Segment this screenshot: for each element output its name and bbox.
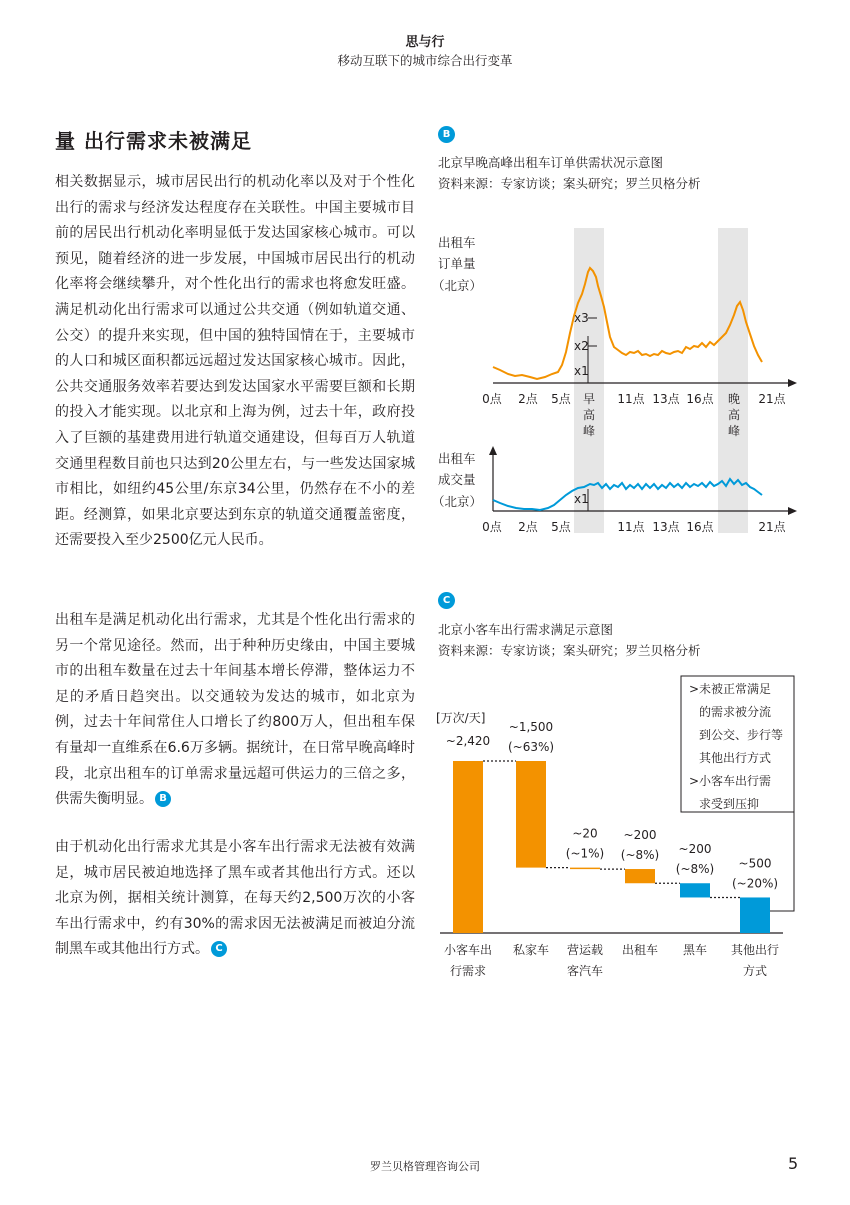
waterfall-value-label-3: ~200 <box>623 828 657 843</box>
waterfall-value-label-1: ~1,500 <box>508 720 554 734</box>
paragraph-1-text: 相关数据显示，城市居民出行的机动化率以及对于个性化出行的需求与经济发达程度存在关联性。中国主要城市目前的居民出行机动化率明显低于发达国家核心城市。可以预见，随着经济的进一步发展，中国城市居民出行的机动化率将会继续攀升，对个性化出行的需求也将愈发旺盛。满足机动化出行需求可以通过公共交通（例如轨道交通、公交）的提升来实现，但中国的独特国情在于，主要城市的人口和城区面积都远远超过发达国家核心城市。因此，公共交通服务效率若要达到发达国家水平需要巨额和长期的投入才能实现。以北京和上海为例，过去十年，政府投入了巨额的基建费用进行轨道交通建设，但每百万人轨道交通里程数目前也只达到20公里左右，与一些发达国家城市相比，如纽约45公里/东京34公里，仍然存在不小的差距。经测算，如果北京要达到东京的轨道交通覆盖密度，还需要投入至少2500亿元人民币。 <box>55 174 415 549</box>
bottom-ylabel-1: 出租车 <box>438 451 476 466</box>
top-ylabel-3: （北京） <box>432 278 483 293</box>
top-tick-13: 13点 <box>652 392 680 406</box>
waterfall-category-label-5-1: 方式 <box>742 964 768 978</box>
waterfall-category-label-4-0: 黑车 <box>682 943 708 957</box>
top-tick-0: 0点 <box>482 392 502 406</box>
top-tick-11: 11点 <box>617 392 645 406</box>
top-ylabel-1: 出租车 <box>438 235 476 250</box>
page-number: 5 <box>788 1154 799 1173</box>
waterfall-bar-2 <box>570 868 600 870</box>
header-subtitle: 移动互联下的城市综合出行变革 <box>337 53 513 68</box>
peak-evening-1: 晚 <box>727 392 741 406</box>
waterfall-category-label-0-1: 行需求 <box>449 964 487 978</box>
bottom-tick-21: 21点 <box>758 520 786 534</box>
figure-c-title: 北京小客车出行需求满足示意图 <box>438 622 614 637</box>
note-line-6: 求受到压抑 <box>699 797 760 811</box>
waterfall-bar-5 <box>740 897 770 933</box>
waterfall-value-label-2: ~20 <box>572 826 598 841</box>
waterfall-bar-3 <box>625 869 655 883</box>
multiplier-x2: x2 <box>574 339 589 353</box>
paragraph-3-text: 由于机动化出行需求尤其是小客车出行需求无法被有效满足，城市居民被迫地选择了黑车或者其他出行方式。还以北京为例，据相关统计测算，在每天约2,500万次的小客车出行需求中，约有30%的需求因无法被满足而被迫分流制黑车或其他出行方式。 <box>55 839 415 958</box>
waterfall-share-label-1: (~63%) <box>507 740 555 754</box>
waterfall-bar-1 <box>516 761 546 868</box>
paragraph-2-text: 出租车是满足机动化出行需求，尤其是个性化出行需求的另一个常见途径。然而，出于种种历史缘由，中国主要城市的出租车数量在过去十年间基本增长停滞，整体运力不足的矛盾日趋突出。以交通较为发达的城市，如北京为例，过去十年间常住人口增长了约800万人，但出租车保有量却一直维系在6.6万多辆。据统计，在日常早晚高峰时段，北京出租车的订单需求量远超可供运力的三倍之多，供需失衡明显。 <box>55 612 415 808</box>
figure-b-badge: B <box>438 126 455 143</box>
top-ylabel-2: 订单量 <box>438 256 476 271</box>
note-line-5: >小客车出行需 <box>689 774 772 788</box>
figure-b-title: 北京早晚高峰出租车订单供需状况示意图 <box>438 155 664 170</box>
bottom-tick-16: 16点 <box>686 520 714 534</box>
waterfall-value-label-5: ~500 <box>738 856 772 871</box>
peak-evening-2: 高 <box>727 408 741 422</box>
waterfall-bar-0 <box>453 761 483 933</box>
bottom-tick-5: 5点 <box>551 520 571 534</box>
peak-morning-1: 早 <box>582 392 596 406</box>
note-line-1: >未被正常满足 <box>689 682 772 696</box>
waterfall-share-label-5: (~20%) <box>731 876 779 891</box>
figure-c-source: 资料来源：专家访谈；案头研究；罗兰贝格分析 <box>438 643 701 658</box>
waterfall-category-label-5-0: 其他出行 <box>730 943 780 957</box>
note-box <box>681 676 794 812</box>
multiplier-x1: x1 <box>574 364 589 378</box>
multiplier-x3: x3 <box>574 311 589 325</box>
waterfall-share-label-4: (~8%) <box>675 862 715 877</box>
header-title: 思与行 <box>405 35 445 50</box>
note-line-4: 其他出行方式 <box>699 751 772 765</box>
ref-tag-c: C <box>211 941 227 957</box>
peak-morning-2: 高 <box>582 408 596 422</box>
waterfall-category-label-0-0: 小客车出 <box>443 943 493 957</box>
waterfall-value-label-0: ~2,420 <box>445 734 491 748</box>
bottom-ylabel-3: （北京） <box>432 494 483 509</box>
bottom-tick-2: 2点 <box>518 520 538 534</box>
waterfall-category-label-2-1: 客汽车 <box>566 964 604 978</box>
note-line-3: 到公交、步行等 <box>699 728 784 742</box>
figure-b-source: 资料来源：专家访谈；案头研究；罗兰贝格分析 <box>438 176 701 191</box>
top-tick-2: 2点 <box>518 392 538 406</box>
bottom-tick-11: 11点 <box>617 520 645 534</box>
waterfall-share-label-3: (~8%) <box>620 848 660 863</box>
waterfall-category-label-1-0: 私家车 <box>512 943 550 957</box>
bottom-tick-0: 0点 <box>482 520 502 534</box>
waterfall-share-label-2: (~1%) <box>565 846 605 861</box>
figure-c-badge: C <box>438 592 455 609</box>
waterfall-bar-4 <box>680 883 710 897</box>
bottom-multiplier-x1: x1 <box>574 492 589 506</box>
footer-company: 罗兰贝格管理咨询公司 <box>370 1160 480 1173</box>
bottom-ylabel-2: 成交量 <box>438 472 476 487</box>
section-title: 量 出行需求未被满足 <box>55 129 252 153</box>
unit-label: [万次/天] <box>436 711 486 725</box>
waterfall-value-label-4: ~200 <box>678 842 712 857</box>
bottom-tick-13: 13点 <box>652 520 680 534</box>
top-tick-5: 5点 <box>551 392 571 406</box>
top-tick-16: 16点 <box>686 392 714 406</box>
note-line-2: 的需求被分流 <box>699 705 772 719</box>
peak-morning-3: 峰 <box>582 424 596 438</box>
waterfall-category-label-2-0: 营运载 <box>566 943 604 957</box>
peak-evening-3: 峰 <box>727 424 741 438</box>
ref-tag-b: B <box>155 791 171 807</box>
top-tick-21: 21点 <box>758 392 786 406</box>
waterfall-category-label-3-0: 出租车 <box>621 943 659 957</box>
